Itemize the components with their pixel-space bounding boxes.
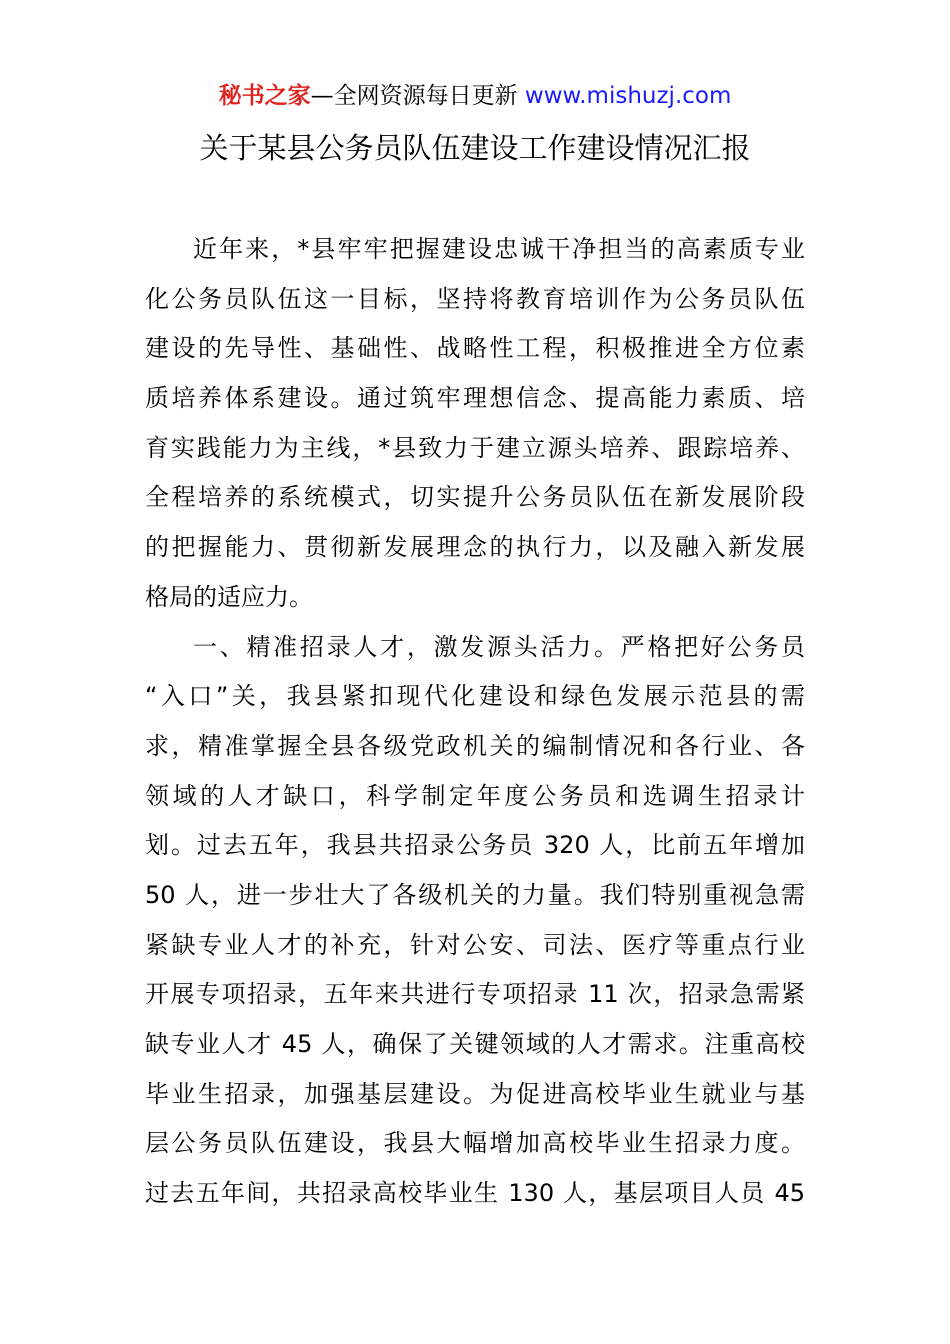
paragraph-line: 的把握能力、贯彻新发展理念的执行力，以及融入新发展 bbox=[145, 533, 805, 562]
paragraph-line: 领域的人才缺口，科学制定年度公务员和选调生招录计 bbox=[145, 781, 805, 810]
paragraph-line: 育实践能力为主线，*县致力于建立源头培养、跟踪培养、 bbox=[145, 433, 805, 462]
paragraph-line: 全程培养的系统模式，切实提升公务员队伍在新发展阶段 bbox=[145, 483, 805, 512]
paragraph-line: 紧缺专业人才的补充，针对公安、司法、医疗等重点行业 bbox=[145, 930, 805, 959]
paragraph-line: “入口”关，我县紧扣现代化建设和绿色发展示范县的需 bbox=[145, 682, 805, 711]
paragraph-line: 毕业生招录，加强基层建设。为促进高校毕业生就业与基 bbox=[145, 1079, 805, 1108]
paragraph-line: 格局的适应力。 bbox=[145, 582, 313, 611]
document-body bbox=[145, 225, 805, 1219]
site-banner bbox=[0, 80, 950, 112]
paragraph-line: 近年来，*县牢牢把握建设忠诚干净担当的高素质专业 bbox=[193, 235, 805, 263]
paragraph-line: 50 人，进一步壮大了各级机关的力量。我们特别重视急需 bbox=[145, 880, 805, 909]
paragraph-line: 求，精准掌握全县各级党政机关的编制情况和各行业、各 bbox=[145, 731, 805, 760]
paragraph-line: 开展专项招录，五年来共进行专项招录 11 次，招录急需紧 bbox=[145, 980, 805, 1009]
paragraph-line: 缺专业人才 45 人，确保了关键领域的人才需求。注重高校 bbox=[145, 1030, 805, 1058]
banner-tagline: —全网资源每日更新 bbox=[310, 83, 518, 109]
paragraph-line: 建设的先导性、基础性、战略性工程，积极推进全方位素 bbox=[145, 334, 805, 363]
banner-site-link[interactable]: www.mishuzj.com bbox=[524, 83, 732, 109]
paragraph-line: 划。过去五年，我县共招录公务员 320 人，比前五年增加 bbox=[145, 831, 805, 860]
section-heading-line: 一、精准招录人才，激发源头活力。严格把好公务员 bbox=[193, 632, 805, 661]
paragraph-line: 层公务员队伍建设，我县大幅增加高校毕业生招录力度。 bbox=[145, 1129, 805, 1158]
banner-brand: 秘书之家 bbox=[218, 83, 311, 109]
paragraph-line: 过去五年间，共招录高校毕业生 130 人，基层项目人员 45 bbox=[145, 1179, 805, 1208]
paragraph-line: 质培养体系建设。通过筑牢理想信念、提高能力素质、培 bbox=[145, 384, 805, 413]
paragraph-line: 化公务员队伍这一目标，坚持将教育培训作为公务员队伍 bbox=[145, 284, 805, 313]
document-title: 关于某县公务员队伍建设工作建设情况汇报 bbox=[199, 131, 751, 165]
